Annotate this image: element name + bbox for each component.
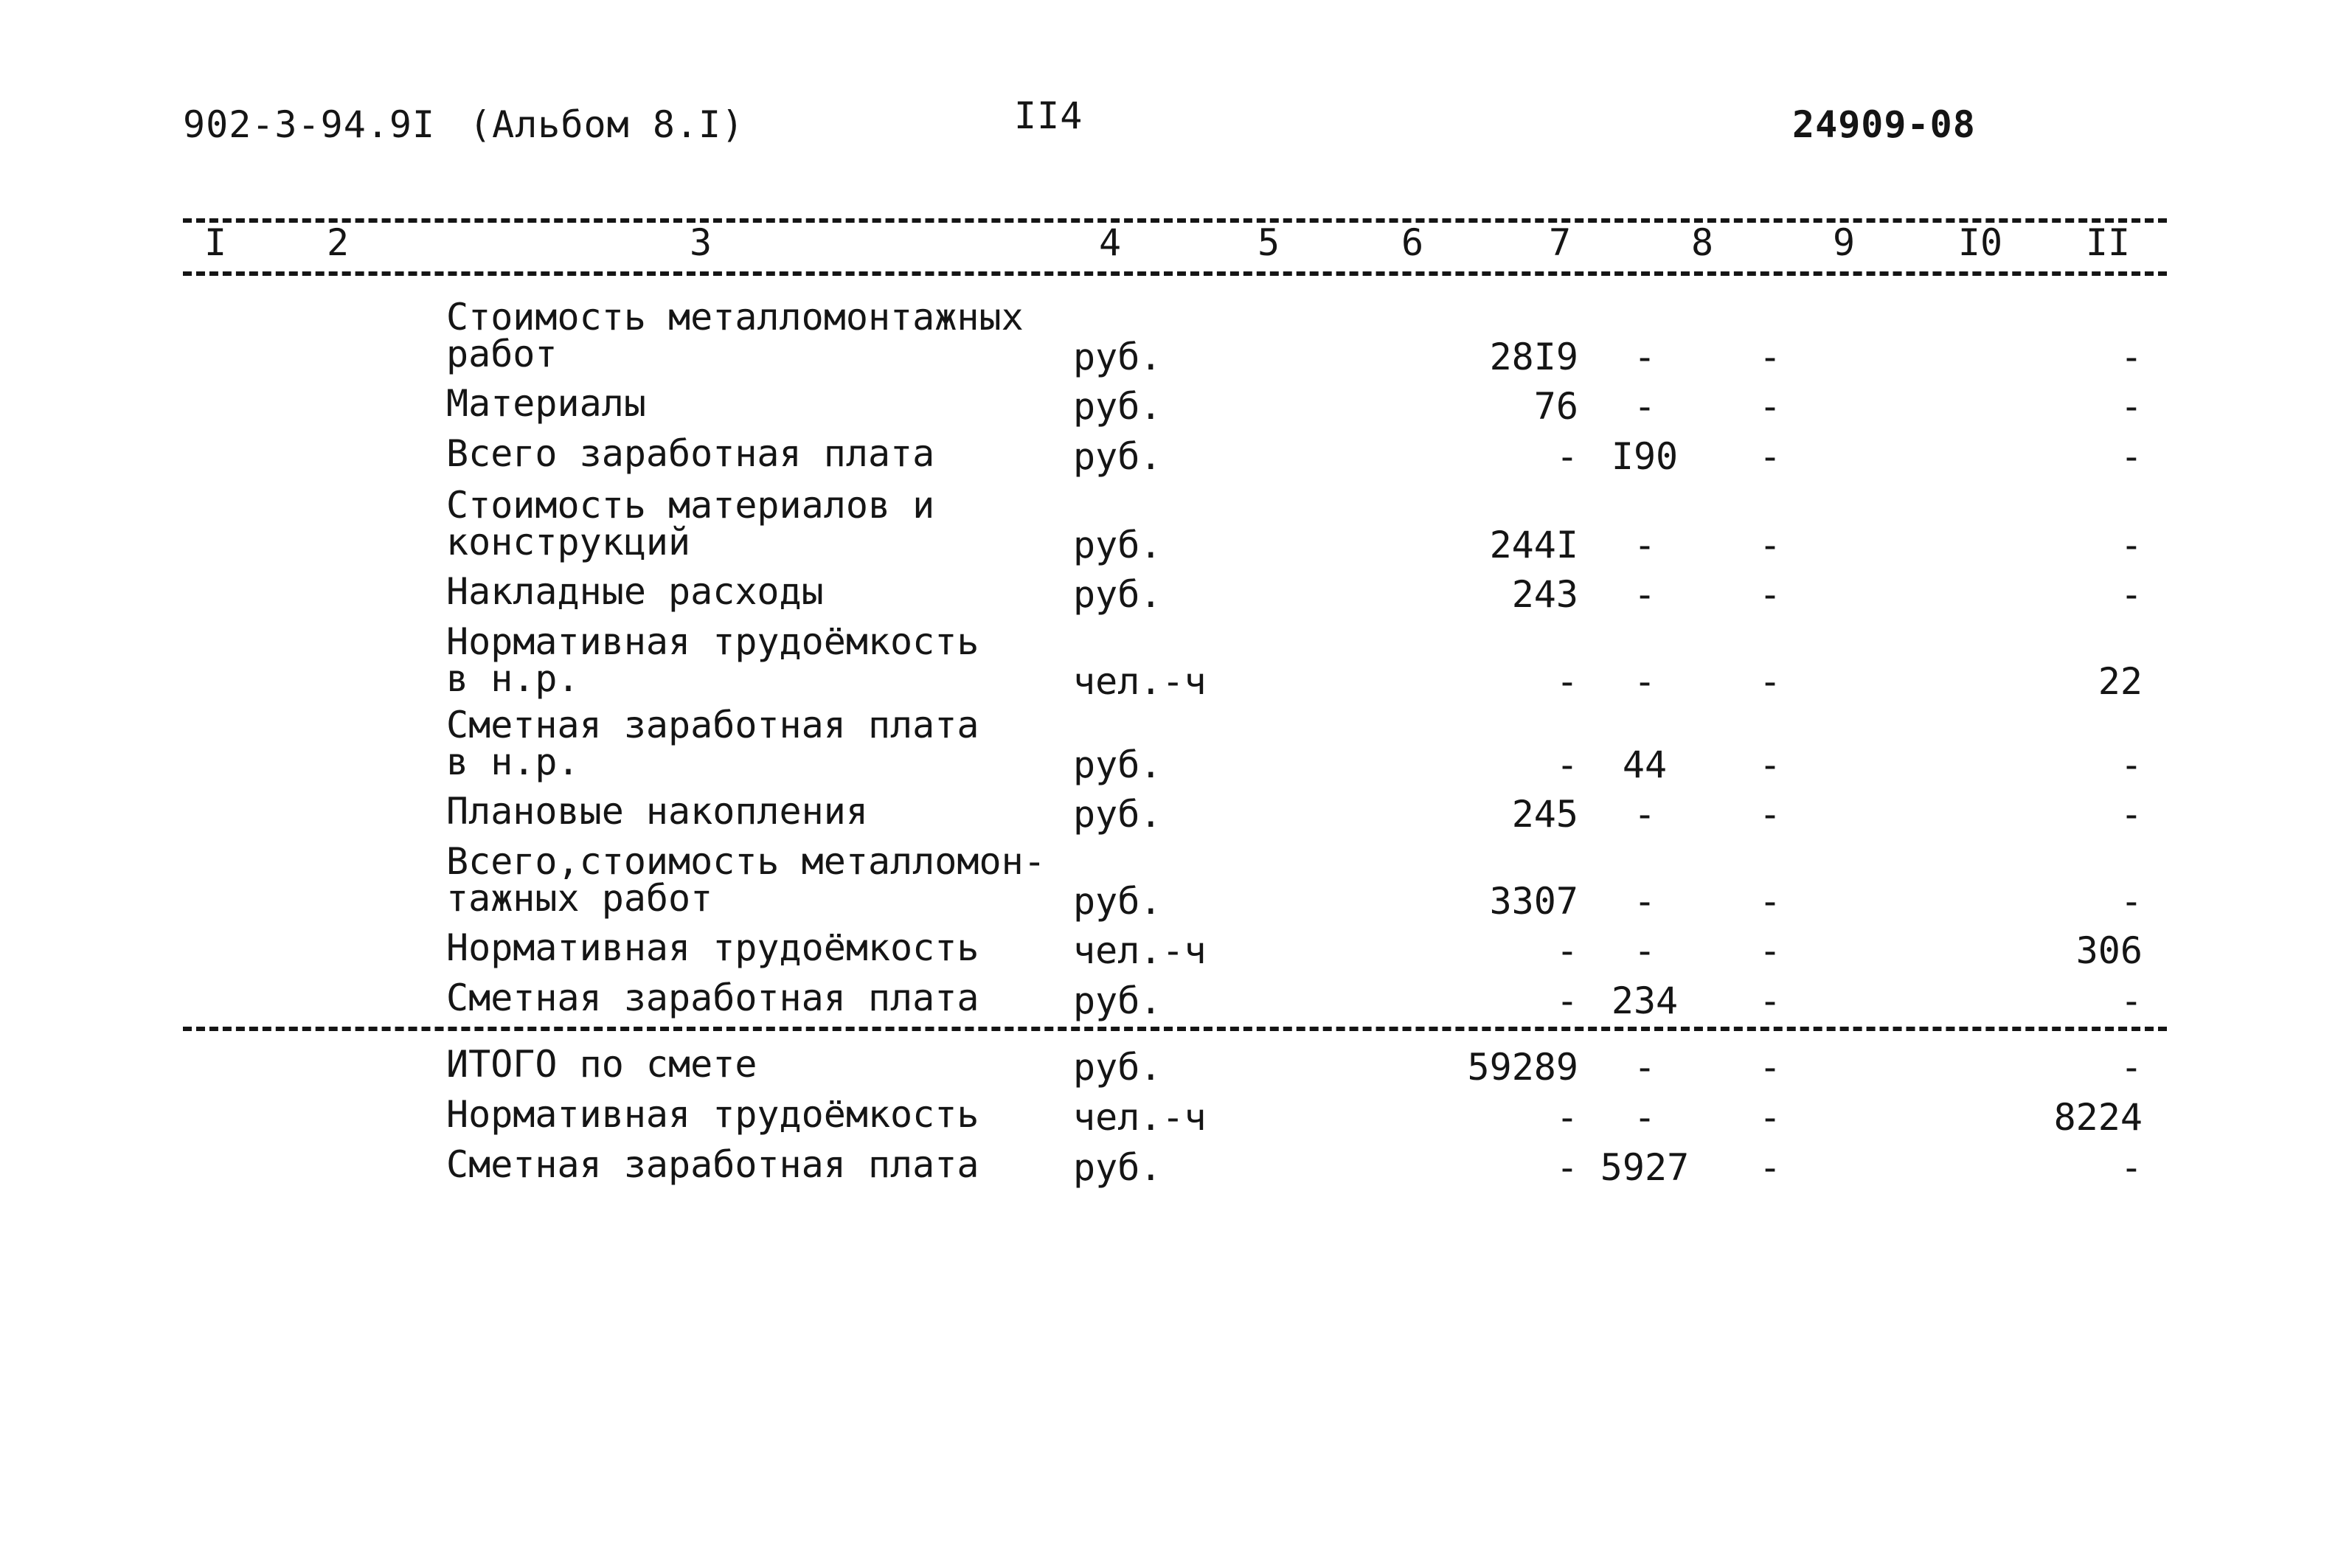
row-value-col9: - bbox=[1758, 793, 1782, 836]
row-value-col11: - bbox=[2120, 336, 2143, 378]
row-unit: руб. bbox=[1073, 336, 1162, 378]
row-value-col8: - bbox=[1633, 385, 1657, 428]
row-value-col11: - bbox=[2120, 979, 2143, 1022]
row-unit: руб. bbox=[1073, 1146, 1162, 1189]
row-value-col8: I90 bbox=[1611, 435, 1679, 478]
row-value-col7: 244I bbox=[1489, 524, 1578, 566]
row-value-col11: - bbox=[2120, 1046, 2143, 1089]
table-header-rule bbox=[183, 271, 2167, 276]
column-number: 7 bbox=[1548, 221, 1572, 264]
totals-separator-rule bbox=[183, 1027, 2167, 1031]
row-name: Сметная заработная плата в н.р. bbox=[446, 704, 979, 783]
sheet-code: 24909-08 bbox=[1792, 103, 1976, 146]
row-unit: руб. bbox=[1073, 979, 1162, 1022]
row-unit: руб. bbox=[1073, 385, 1162, 428]
column-number: 5 bbox=[1257, 221, 1280, 264]
row-unit: чел.-ч bbox=[1073, 929, 1207, 972]
row-unit: руб. bbox=[1073, 880, 1162, 923]
row-value-col7: - bbox=[1555, 743, 1578, 786]
row-value-col7: - bbox=[1555, 660, 1578, 703]
album-label: (Альбом 8.I) bbox=[469, 103, 745, 146]
row-value-col8: - bbox=[1633, 880, 1657, 923]
row-value-col9: - bbox=[1758, 660, 1782, 703]
column-number: I0 bbox=[1957, 221, 2003, 264]
row-value-col7: - bbox=[1555, 435, 1578, 478]
row-value-col8: - bbox=[1633, 793, 1657, 836]
row-name: Стоимость материалов и конструкций bbox=[446, 484, 935, 563]
row-value-col7: 243 bbox=[1511, 573, 1578, 616]
row-value-col11: 306 bbox=[2075, 929, 2143, 972]
row-value-col11: - bbox=[2120, 880, 2143, 923]
row-value-col8: - bbox=[1633, 660, 1657, 703]
row-value-col8: 5927 bbox=[1600, 1146, 1690, 1189]
row-name: Нормативная трудоёмкость bbox=[446, 926, 979, 969]
row-name: Плановые накопления bbox=[446, 790, 868, 833]
row-value-col9: - bbox=[1758, 524, 1782, 566]
column-number: 8 bbox=[1690, 221, 1714, 264]
row-unit: руб. bbox=[1073, 435, 1162, 478]
row-value-col9: - bbox=[1758, 336, 1782, 378]
row-unit: чел.-ч bbox=[1073, 660, 1207, 703]
row-value-col11: - bbox=[2120, 743, 2143, 786]
row-value-col7: - bbox=[1555, 929, 1578, 972]
row-name: Всего заработная плата bbox=[446, 432, 935, 475]
row-value-col8: - bbox=[1633, 524, 1657, 566]
row-value-col8: 234 bbox=[1611, 979, 1679, 1022]
row-value-col9: - bbox=[1758, 435, 1782, 478]
column-number: II bbox=[2085, 221, 2131, 264]
row-unit: чел.-ч bbox=[1073, 1096, 1207, 1139]
row-name: Стоимость металломонтажных работ bbox=[446, 296, 1024, 375]
row-value-col8: - bbox=[1633, 1046, 1657, 1089]
row-name: Сметная заработная плата bbox=[446, 1143, 979, 1186]
row-value-col9: - bbox=[1758, 880, 1782, 923]
row-unit: руб. bbox=[1073, 1046, 1162, 1089]
page-number: II4 bbox=[1014, 94, 1083, 137]
column-number: 3 bbox=[689, 221, 712, 264]
row-value-col7: - bbox=[1555, 979, 1578, 1022]
row-value-col11: - bbox=[2120, 573, 2143, 616]
row-value-col8: - bbox=[1633, 929, 1657, 972]
row-value-col8: - bbox=[1633, 336, 1657, 378]
row-name: ИТОГО по смете bbox=[446, 1043, 757, 1086]
row-value-col9: - bbox=[1758, 573, 1782, 616]
row-unit: руб. bbox=[1073, 524, 1162, 566]
row-value-col7: 28I9 bbox=[1489, 336, 1578, 378]
column-number: 9 bbox=[1832, 221, 1856, 264]
row-value-col7: - bbox=[1555, 1146, 1578, 1189]
row-value-col11: - bbox=[2120, 385, 2143, 428]
row-value-col11: - bbox=[2120, 793, 2143, 836]
row-value-col7: 59289 bbox=[1467, 1046, 1578, 1089]
row-unit: руб. bbox=[1073, 793, 1162, 836]
column-number: 2 bbox=[326, 221, 350, 264]
row-value-col7: 245 bbox=[1511, 793, 1578, 836]
row-value-col9: - bbox=[1758, 979, 1782, 1022]
row-name: Сметная заработная плата bbox=[446, 976, 979, 1019]
row-value-col9: - bbox=[1758, 385, 1782, 428]
row-value-col9: - bbox=[1758, 1146, 1782, 1189]
column-number: 6 bbox=[1401, 221, 1424, 264]
row-name: Всего,стоимость металломон- тажных работ bbox=[446, 840, 1046, 920]
row-value-col8: - bbox=[1633, 573, 1657, 616]
row-value-col7: 76 bbox=[1533, 385, 1578, 428]
row-value-col11: - bbox=[2120, 524, 2143, 566]
row-value-col11: 8224 bbox=[2053, 1096, 2143, 1139]
row-value-col8: 44 bbox=[1622, 743, 1668, 786]
row-unit: руб. bbox=[1073, 573, 1162, 616]
row-value-col9: - bbox=[1758, 1096, 1782, 1139]
row-value-col11: 22 bbox=[2098, 660, 2143, 703]
row-value-col7: 3307 bbox=[1489, 880, 1578, 923]
row-value-col9: - bbox=[1758, 743, 1782, 786]
row-value-col11: - bbox=[2120, 435, 2143, 478]
row-value-col9: - bbox=[1758, 929, 1782, 972]
column-number: 4 bbox=[1098, 221, 1122, 264]
row-value-col8: - bbox=[1633, 1096, 1657, 1139]
row-name: Нормативная трудоёмкость в н.р. bbox=[446, 620, 979, 700]
row-name: Материалы bbox=[446, 382, 646, 425]
row-value-col11: - bbox=[2120, 1146, 2143, 1189]
row-name: Накладные расходы bbox=[446, 570, 824, 613]
row-value-col7: - bbox=[1555, 1096, 1578, 1139]
row-value-col9: - bbox=[1758, 1046, 1782, 1089]
document-code: 902-3-94.9I bbox=[183, 103, 436, 146]
column-number: I bbox=[204, 221, 227, 264]
row-unit: руб. bbox=[1073, 743, 1162, 786]
row-name: Нормативная трудоёмкость bbox=[446, 1093, 979, 1136]
column-number-row bbox=[0, 221, 2352, 273]
